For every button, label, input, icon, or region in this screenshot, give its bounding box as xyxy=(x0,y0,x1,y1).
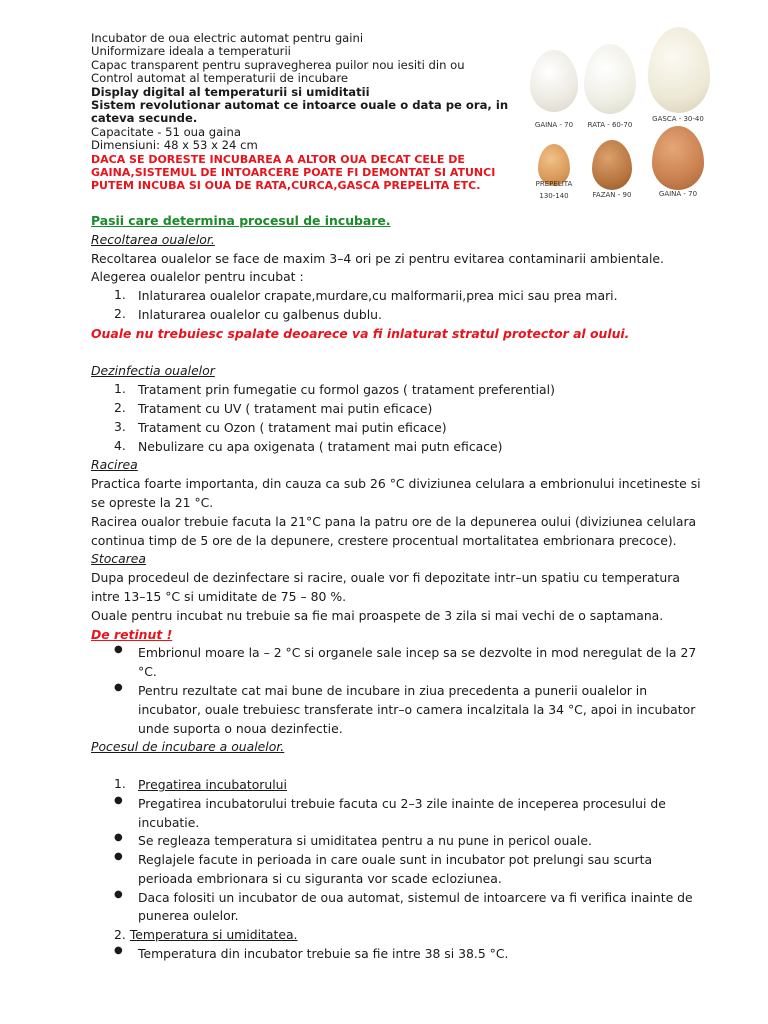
list-item: ● Pregatirea incubatorului trebuie facuta cu 2–3 zile inainte de inceperea procesului de incubatie. xyxy=(114,795,711,833)
ordered-list xyxy=(91,776,711,795)
bullet-icon: ● xyxy=(114,851,123,863)
list-item: ● Reglajele facute in perioada in care ouale sunt in incubator pot prelungi sau scurta perioada embrionara si cu siguranta vor scade ecloziunea. xyxy=(114,851,711,889)
list-item: 4. Nebulizare cu apa oxigenata ( tratament mai putn eficace) xyxy=(114,437,503,454)
paragraph: Recoltarea oualelor se face de maxim 3–4 ori pe zi pentru evitarea contaminarii ambientale. xyxy=(91,250,664,266)
warning-text: Ouale nu trebuiesc spalate deoarece va fi inlaturat stratul protector al oului. xyxy=(91,325,630,341)
egg-label: GASCA - 30-40 xyxy=(652,115,704,123)
duck-egg xyxy=(584,44,636,114)
ordered-list xyxy=(91,381,711,456)
list-item: 3. Tratament cu Ozon ( tratament mai putin eficace) xyxy=(114,418,447,435)
paragraph: Practica foarte importanta, din cauza ca sub 26 °C diviziunea celulara a embrionului incetineste si xyxy=(91,476,701,492)
list-item: 2. Tratament cu UV ( tratament mai putin eficace) xyxy=(114,399,433,416)
dimensions-text: Dimensiuni: 48 x 53 x 24 cm xyxy=(91,138,258,153)
egg-label: GAINA - 70 xyxy=(658,190,698,198)
paragraph: Racirea oualor trebuie facuta la 21°C pana la patru ore de la depunerea oului (diviziunea celulara xyxy=(91,513,697,529)
red-note: DACA SE DORESTE INCUBAREA A ALTOR OUA DECAT CELE DE GAINA,SISTEMUL DE INTOARCERE POATE FI DEMONTAT SI ATUNCI PUTEM INCUBA SI OUA DE RATA,CURCA,GASCA PREPELITA ETC. xyxy=(91,152,496,193)
incubation-guide xyxy=(91,212,711,964)
paragraph: se opreste la 21 °C. xyxy=(91,494,214,510)
egg-label: 130-140 xyxy=(539,192,569,200)
paragraph: continua timp de 5 ore de la depunere, crestere procentual mortalitatea embrionara precoce). xyxy=(91,532,677,548)
list-item: 1. Inlaturarea oualelor crapate,murdare,cu malformarii,prea mici sau prea mari. xyxy=(114,287,618,304)
bullet-list xyxy=(91,945,711,964)
list-item: ● Daca folositi un incubator de oua automat, sistemul de intoarcere va fi verifica inainte de punerea oulelor. xyxy=(114,889,711,927)
header-line: Control automat al temperaturii de incubare xyxy=(91,71,349,86)
header-line: Uniformizare ideala a temperaturii xyxy=(91,44,291,59)
list-item: ● Embrionul moare la – 2 °C si organele sale incep sa se dezvolte in mod neregulat de la 27 °C. xyxy=(114,644,711,682)
product-description xyxy=(91,32,521,193)
list-item: 2. Inlaturarea oualelor cu galbenus dublu. xyxy=(114,305,382,322)
paragraph: Alegerea oualelor pentru incubat : xyxy=(91,269,304,285)
subsection-heading: 2. Temperatura si umiditatea. xyxy=(114,927,298,943)
note-title: De retinut ! xyxy=(91,626,173,642)
goose-egg xyxy=(648,27,710,113)
chicken-egg xyxy=(530,50,578,112)
section-title-cooling: Racirea xyxy=(91,457,138,473)
list-item: ● Se regleaza temperatura si umiditatea pentru a nu pune in pericol ouale. xyxy=(114,832,711,851)
list-item: ● Temperatura din incubator trebuie sa fie intre 38 si 38.5 °C. xyxy=(114,945,711,964)
header-bold-paragraph: Sistem revolutionar automat ce intoarce ouale o data pe ora, in cateva secunde. xyxy=(91,98,509,126)
paragraph: Ouale pentru incubat nu trebuie sa fie mai proaspete de 3 zila si mai vechi de o saptamana. xyxy=(91,607,664,623)
section-title-incubation-process: Pocesul de incubare a oualelor. xyxy=(91,739,285,755)
bullet-icon: ● xyxy=(114,832,123,844)
egg-label: RATA - 60-70 xyxy=(587,121,633,129)
bullet-icon: ● xyxy=(114,794,123,806)
section-title-disinfection: Dezinfectia oualelor xyxy=(91,363,215,379)
paragraph: Dupa procedeul de dezinfectare si racire, ouale vor fi depozitate intr–un spatiu cu temperatura xyxy=(91,570,680,586)
ordered-list xyxy=(91,287,711,325)
header-line: Incubator de oua electric automat pentru gaini xyxy=(91,31,364,45)
egg-label: FAZAN - 90 xyxy=(592,191,632,199)
egg-label: PREPELITA xyxy=(535,180,573,188)
list-item: ● Pentru rezultate cat mai bune de incubare in ziua precedenta a punerii oualelor in incubator, ouale trebuiesc transferate intr–o camera incalzitala la 34 °C, apoi in incubator unde suporta o noua dezinfectie. xyxy=(114,682,711,738)
bullet-icon: ● xyxy=(114,644,123,656)
header-line: Capac transparent pentru supravegherea puilor nou iesiti din ou xyxy=(91,57,465,72)
eggs-comparison-image xyxy=(526,24,716,206)
subsection-heading: 1. Pregatirea incubatorului xyxy=(114,775,287,792)
header-bold-line: Display digital al temperaturii si umiditatii xyxy=(91,84,370,99)
pheasant-egg xyxy=(592,140,632,190)
section-title-collecting: Recoltarea oualelor. xyxy=(91,231,215,247)
bullet-icon: ● xyxy=(114,945,123,957)
bullet-list xyxy=(91,644,711,738)
bullet-list xyxy=(91,795,711,927)
capacity-text: Capacitate - 51 oua gaina xyxy=(91,124,241,139)
paragraph: intre 13–15 °C si umiditate de 75 – 80 %. xyxy=(91,588,347,604)
bullet-icon: ● xyxy=(114,888,123,900)
guide-title: Pasii care determina procesul de incubare. xyxy=(91,213,391,228)
egg-label: GAINA - 70 xyxy=(534,121,574,129)
list-item: 1. Tratament prin fumegatie cu formol gazos ( tratament preferential) xyxy=(114,381,555,398)
bullet-icon: ● xyxy=(114,681,123,693)
brown-chicken-egg xyxy=(652,126,704,190)
section-title-storage: Stocarea xyxy=(91,551,147,567)
